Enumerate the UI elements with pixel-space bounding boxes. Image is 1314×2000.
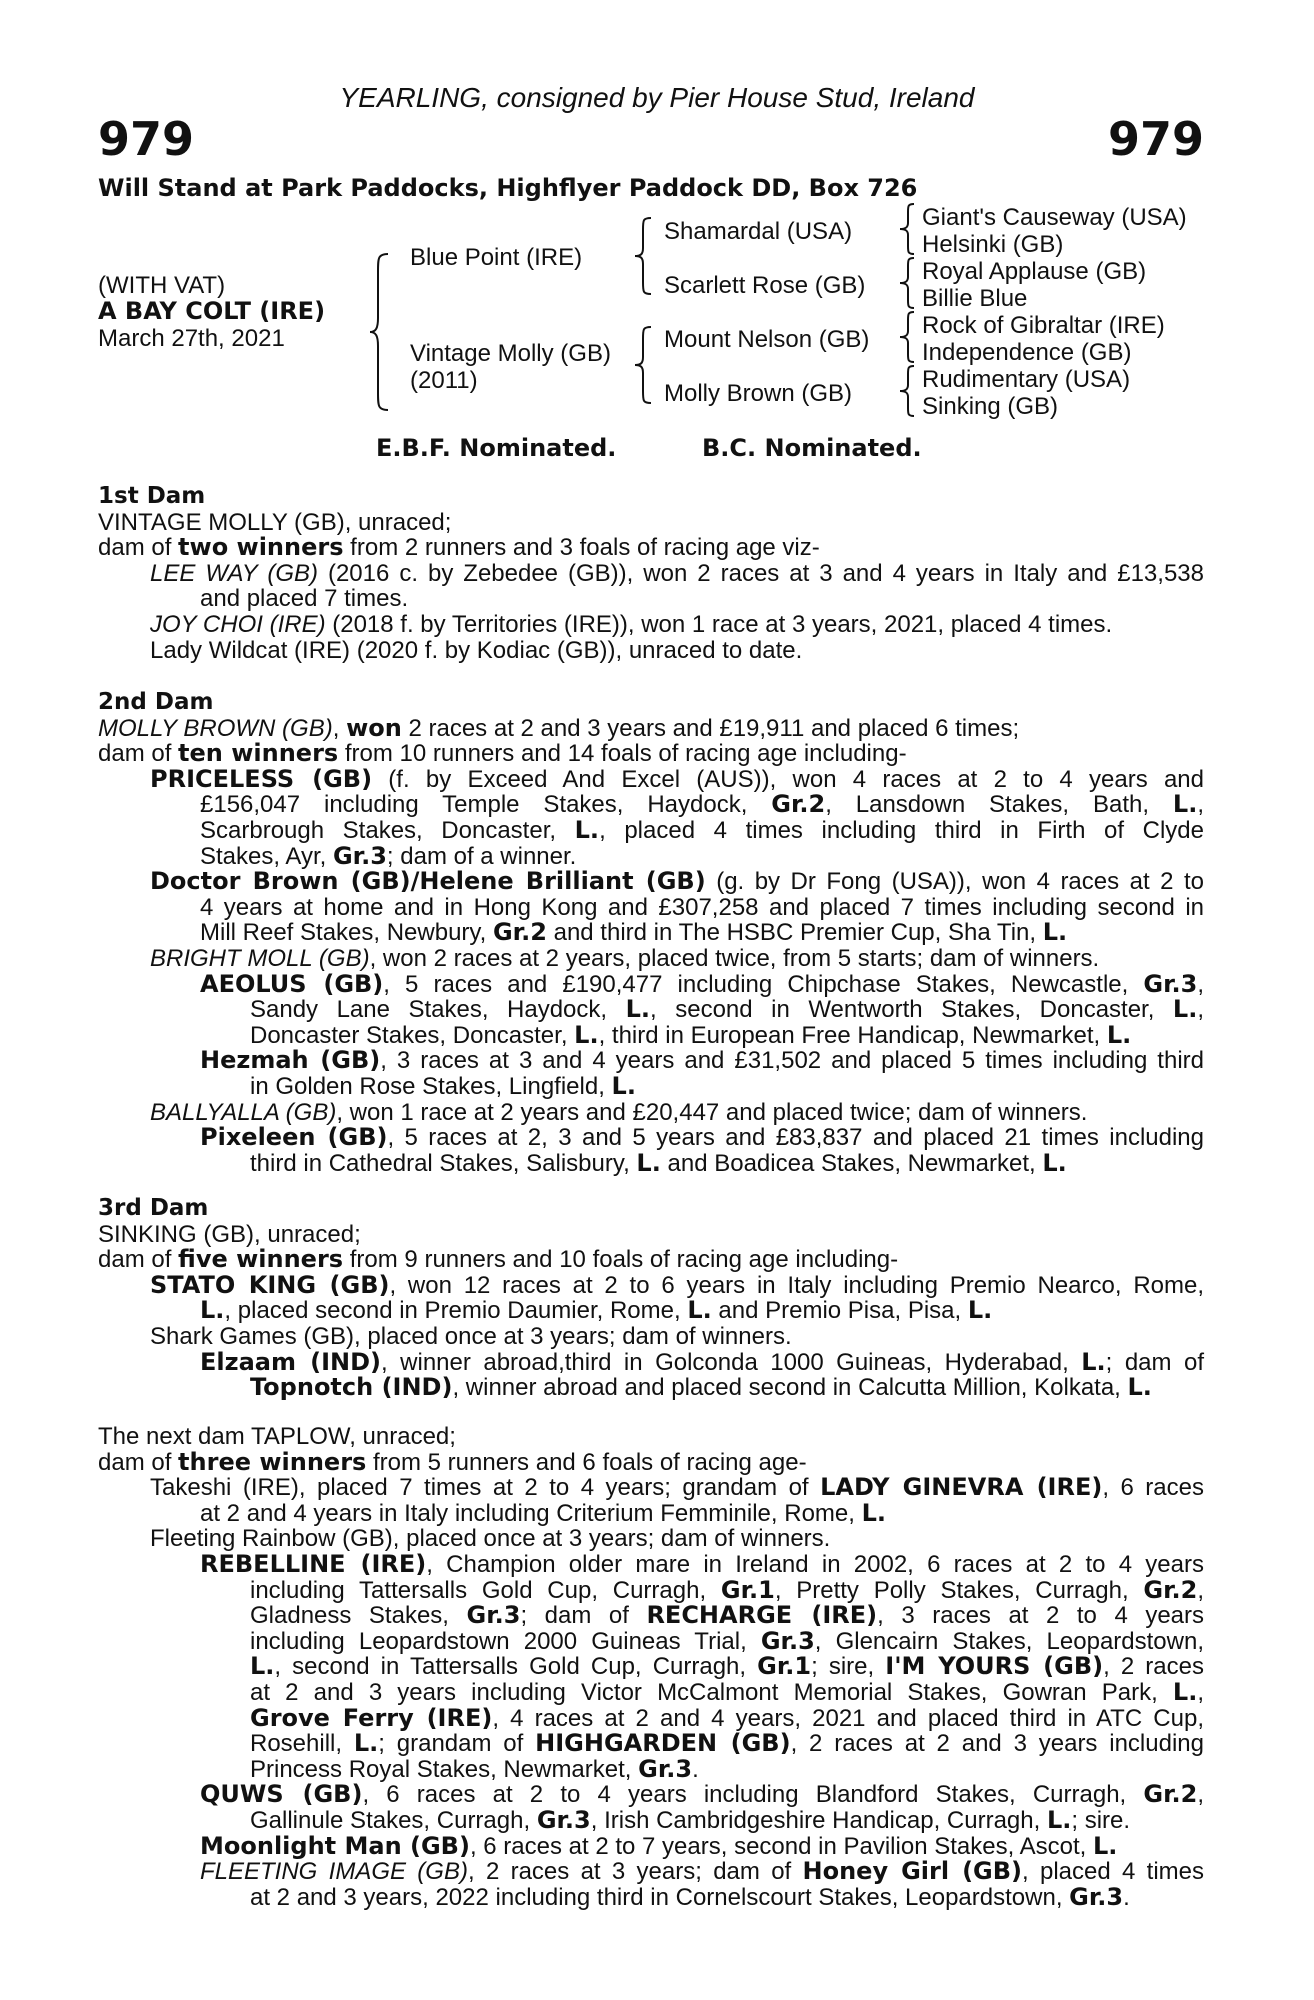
text-run: ,: [1197, 791, 1204, 819]
text-run: , 5 races at 2, 3 and 5 years and £83,837 and placed 21 times including: [387, 1124, 1204, 1152]
text-run: Gr.2: [1143, 1575, 1198, 1604]
text-run: from 5 runners and 6 foals of racing age-: [366, 1448, 807, 1476]
text-run: five winners: [178, 1245, 344, 1274]
pedigree-gen3-4: Billie Blue: [922, 285, 1028, 312]
text-run: MOLLY BROWN (GB): [98, 714, 333, 742]
text-run: , placed second in Premio Daumier, Rome,: [224, 1297, 688, 1325]
second-dam-line: [250, 1071, 1204, 1100]
text-run: ; sire,: [811, 1653, 886, 1681]
text-run: Stakes, Ayr,: [200, 842, 333, 870]
text-run: ; dam of a winner.: [386, 842, 577, 870]
next-dam-line: [200, 1859, 1204, 1885]
text-run: , winner abroad,third in Golconda 1000 Guineas, Hyderabad,: [381, 1348, 1082, 1376]
text-run: LADY GINEVRA (IRE): [820, 1473, 1103, 1502]
text-run: .: [1123, 1883, 1130, 1911]
third-dam-line: [200, 1298, 1204, 1324]
lot-number-left: 979: [98, 112, 195, 166]
pedigree-gen3-6: Independence (GB): [922, 339, 1132, 366]
second-dam-line: [200, 792, 1204, 818]
text-run: , third in European Free Handicap, Newmarket,: [598, 1021, 1107, 1049]
text-run: I'M YOURS (GB): [885, 1652, 1104, 1681]
third-dam-section: [98, 1196, 1204, 1401]
text-run: L.: [1172, 1677, 1198, 1706]
second-dam-line: [200, 920, 1204, 946]
second-dam-line: [200, 841, 1204, 870]
text-run: PRICELESS (GB): [150, 764, 373, 793]
text-run: HIGHGARDEN (GB): [535, 1729, 791, 1758]
text-run: , won 12 races at 2 to 6 years in Italy including Premio Nearco, Rome,: [389, 1271, 1204, 1299]
text-run: Sandy Lane Stakes, Haydock,: [250, 996, 626, 1024]
text-run: dam of: [98, 1448, 179, 1476]
text-run: Gr.1: [720, 1575, 775, 1604]
pedigree-gen3-1: Giant's Causeway (USA): [922, 204, 1187, 231]
text-run: , Irish Cambridgeshire Handicap, Curragh,: [590, 1806, 1047, 1834]
text-run: ten winners: [178, 739, 339, 768]
pedigree-dam-sire: Mount Nelson (GB): [664, 326, 870, 353]
first-dam-line: and placed 7 times.: [200, 585, 409, 613]
text-run: , 6 races: [1102, 1474, 1204, 1502]
text-run: LEE WAY (GB): [150, 559, 318, 587]
text-run: L.: [611, 1071, 636, 1100]
text-run: L.: [636, 1148, 661, 1177]
third-dam-line: [250, 1375, 1204, 1401]
second-dam-line: [200, 1048, 1204, 1074]
next-dam-line: Fleeting Rainbow (GB), placed once at 3 years; dam of winners.: [150, 1525, 831, 1553]
text-run: from 10 runners and 14 foals of racing age including-: [338, 740, 907, 768]
text-run: Gr.3: [536, 1805, 591, 1834]
text-run: L.: [353, 1729, 379, 1758]
text-run: three winners: [178, 1447, 367, 1476]
next-dam-line: [250, 1731, 1204, 1757]
text-run: including Leopardstown 2000 Guineas Trial,: [250, 1627, 761, 1655]
text-run: ; grandam of: [378, 1730, 536, 1758]
pedigree-brace-dam: [635, 325, 655, 405]
text-run: , placed 4 times including third in Firth of Clyde: [599, 816, 1204, 844]
text-run: ; sire.: [1071, 1806, 1131, 1834]
third-dam-line: [98, 1247, 1204, 1273]
first-dam-section: [98, 484, 1204, 663]
text-run: BALLYALLA (GB): [150, 1098, 337, 1126]
pedigree-brace-g1: [900, 202, 916, 256]
first-dam-line: Lady Wildcat (IRE) (2020 f. by Kodiac (GB)), unraced to date.: [150, 636, 803, 664]
text-run: , Glencairn Stakes, Leopardstown,: [814, 1627, 1204, 1655]
pedigree-dam: Vintage Molly (GB): [410, 340, 611, 367]
text-run: from 2 runners and 3 foals of racing age viz-: [343, 534, 820, 562]
next-dam-line: [250, 1805, 1204, 1834]
pedigree-gen3-2: Helsinki (GB): [922, 231, 1064, 258]
next-dam-line: [200, 1831, 1204, 1860]
text-run: Scarbrough Stakes, Doncaster,: [200, 816, 575, 844]
text-run: Rosehill,: [250, 1730, 354, 1758]
ebf-nomination: E.B.F. Nominated.: [376, 434, 617, 462]
text-run: ,: [1197, 1678, 1204, 1706]
pedigree-gen3-3: Royal Applause (GB): [922, 258, 1147, 285]
text-run: QUWS (GB): [200, 1780, 363, 1809]
pedigree-brace-sire: [635, 216, 655, 296]
text-run: L.: [1042, 918, 1068, 947]
text-run: L.: [200, 1296, 225, 1325]
text-run: dam of: [98, 534, 179, 562]
text-run: including Tattersalls Gold Cup, Curragh,: [250, 1576, 721, 1604]
text-run: ,: [332, 714, 347, 742]
text-run: BRIGHT MOLL (GB): [150, 944, 370, 972]
pedigree-gen3-7: Rudimentary (USA): [922, 366, 1131, 393]
text-run: , 5 races and £190,477 including Chipchase Stakes, Newcastle,: [383, 970, 1144, 998]
text-run: , placed 4 times: [1022, 1858, 1204, 1886]
text-run: Gallinule Stakes, Curragh,: [250, 1806, 537, 1834]
text-run: L.: [1042, 1148, 1067, 1177]
text-run: and third in The HSBC Premier Cup, Sha Tin,: [546, 919, 1043, 947]
second-dam-line: [150, 1100, 1204, 1126]
text-run: L.: [687, 1296, 712, 1325]
text-run: L.: [1106, 1020, 1132, 1049]
foaling-date: March 27th, 2021: [98, 325, 285, 352]
text-run: ; dam of: [520, 1602, 647, 1630]
text-run: , winner abroad and placed second in Calcutta Million, Kolkata,: [452, 1374, 1128, 1402]
text-run: from 9 runners and 10 foals of racing age including-: [343, 1246, 899, 1274]
text-run: , won 2 races at 2 years, placed twice, from 5 starts; dam of winners.: [369, 944, 1100, 972]
first-dam-title: 1st Dam: [98, 483, 206, 509]
second-dam-line: [200, 969, 1204, 998]
pedigree-gen3-8: Sinking (GB): [922, 393, 1059, 420]
consignment-header: YEARLING, consigned by Pier House Stud, Ireland: [339, 82, 975, 113]
pedigree-brace-g4: [900, 364, 916, 418]
text-run: , 2 races: [1103, 1653, 1204, 1681]
text-run: Gr.2: [492, 918, 547, 947]
next-dam-line: [200, 1782, 1204, 1808]
text-run: , Lansdown Stakes, Bath,: [825, 791, 1173, 819]
text-run: Doncaster Stakes, Doncaster,: [250, 1021, 575, 1049]
text-run: Gr.3: [638, 1754, 693, 1783]
bc-nomination: B.C. Nominated.: [702, 434, 922, 462]
text-run: £156,047 including Temple Stakes, Haydock,: [200, 791, 772, 819]
first-dam-line: VINTAGE MOLLY (GB), unraced;: [98, 508, 452, 536]
text-run: Gladness Stakes,: [250, 1602, 467, 1630]
text-run: , 2 races at 3 years; dam of: [467, 1858, 803, 1886]
text-run: (2018 f. by Territories (IRE)), won 1 race at 3 years, 2021, placed 4 times.: [325, 610, 1113, 638]
text-run: two winners: [178, 533, 344, 562]
text-run: L.: [967, 1296, 993, 1325]
text-run: ,: [1197, 970, 1204, 998]
text-run: L.: [250, 1652, 275, 1681]
text-run: L.: [574, 1020, 599, 1049]
third-dam-line: [200, 1347, 1204, 1376]
text-run: Takeshi (IRE), placed 7 times at 2 to 4 years; grandam of: [150, 1474, 821, 1502]
text-run: L.: [574, 815, 600, 844]
next-dam-line: [250, 1882, 1204, 1911]
text-run: Gr.3: [466, 1601, 521, 1630]
text-run: Topnotch (IND): [250, 1373, 453, 1402]
third-dam-line: [150, 1270, 1204, 1299]
text-run: ; dam of: [1105, 1348, 1204, 1376]
text-run: Hezmah (GB): [200, 1046, 381, 1075]
pedigree-sire-sire: Shamardal (USA): [664, 218, 853, 245]
text-run: Gr.2: [771, 790, 826, 819]
text-run: L.: [1172, 790, 1198, 819]
text-run: , Champion older mare in Ireland in 2002, 6 races at 2 to 4 years: [426, 1550, 1204, 1578]
text-run: ,: [1197, 1576, 1205, 1604]
next-dam-line: [200, 1549, 1204, 1578]
next-dam-line: [150, 1475, 1204, 1501]
text-run: Grove Ferry (IRE): [250, 1703, 493, 1732]
second-dam-line: 4 years at home and in Hong Kong and £307,258 and placed 7 times including second in: [200, 893, 1204, 921]
text-run: Princess Royal Stakes, Newmarket,: [250, 1755, 639, 1783]
text-run: in Golden Rose Stakes, Lingfield,: [250, 1072, 612, 1100]
text-run: , 2 races at 2 and 3 years including: [790, 1730, 1204, 1758]
next-dam-line: [200, 1498, 1204, 1527]
text-run: Honey Girl (GB): [802, 1857, 1022, 1886]
text-run: Moonlight Man (GB): [200, 1831, 470, 1860]
text-run: , second in Tattersalls Gold Cup, Curragh,: [274, 1653, 758, 1681]
text-run: at 2 and 3 years, 2022 including third in Cornelscourt Stakes, Leopardstown,: [250, 1883, 1070, 1911]
lot-number-right: 979: [1107, 112, 1204, 166]
pedigree-sire-dam: Scarlett Rose (GB): [664, 272, 866, 299]
pedigree-dam-dam: Molly Brown (GB): [664, 380, 853, 407]
text-run: AEOLUS (GB): [200, 969, 384, 998]
vat-note: (WITH VAT): [98, 272, 226, 299]
text-run: (g. by Dr Fong (USA)), won 4 races at 2 to: [705, 868, 1204, 896]
text-run: Gr.3: [1069, 1882, 1124, 1911]
pedigree-gen3-5: Rock of Gibraltar (IRE): [922, 312, 1165, 339]
second-dam-line: [250, 1020, 1204, 1049]
text-run: Elzaam (IND): [200, 1347, 382, 1376]
next-dam-line: [250, 1603, 1204, 1629]
pedigree-brace-g3: [900, 310, 916, 364]
text-run: , 6 races at 2 to 7 years, second in Pavilion Stakes, Ascot,: [469, 1832, 1093, 1860]
stand-location: Will Stand at Park Paddocks, Highflyer Paddock DD, Box 726: [98, 174, 918, 202]
text-run: , 3 races at 3 and 4 years and £31,502 and placed 5 times including third: [380, 1047, 1204, 1075]
text-run: , 3 races at 2 to 4 years: [877, 1602, 1205, 1630]
text-run: Pixeleen (GB): [200, 1123, 388, 1152]
text-run: Gr.3: [1143, 969, 1198, 998]
text-run: at 2 and 4 years in Italy including Criterium Femminile, Rome,: [200, 1499, 862, 1527]
pedigree-dam-year: (2011): [410, 367, 478, 394]
text-run: third in Cathedral Stakes, Salisbury,: [250, 1149, 637, 1177]
next-dam-line: [250, 1626, 1204, 1655]
first-dam-line: [150, 561, 1204, 587]
third-dam-title: 3rd Dam: [98, 1195, 209, 1221]
next-dam-line: [250, 1654, 1204, 1680]
next-dam-section: [98, 1424, 1204, 1910]
second-dam-line: [98, 713, 1204, 742]
second-dam-section: [98, 690, 1204, 1176]
second-dam-title: 2nd Dam: [98, 689, 214, 715]
text-run: L.: [1046, 1805, 1072, 1834]
text-run: FLEETING IMAGE (GB): [200, 1858, 468, 1886]
second-dam-line: [150, 869, 1204, 895]
pedigree-brace-g2: [900, 256, 916, 310]
text-run: , 4 races at 2 and 4 years, 2021 and placed third in ATC Cup,: [492, 1704, 1204, 1732]
second-dam-line: [200, 815, 1204, 844]
text-run: won: [346, 713, 402, 742]
second-dam-line: [98, 741, 1204, 767]
text-run: .: [692, 1755, 699, 1783]
next-dam-line: [250, 1575, 1205, 1604]
text-run: Mill Reef Stakes, Newbury,: [200, 919, 493, 947]
text-run: L.: [1172, 995, 1198, 1024]
text-run: , second in Wentworth Stakes, Doncaster,: [650, 996, 1173, 1024]
text-run: dam of: [98, 1246, 179, 1274]
text-run: at 2 and 3 years including Victor McCalmont Memorial Stakes, Gowran Park,: [250, 1678, 1173, 1706]
text-run: (f. by Exceed And Excel (AUS)), won 4 races at 2 to 4 years and: [372, 765, 1204, 793]
text-run: ,: [1197, 996, 1205, 1024]
text-run: Gr.3: [760, 1626, 815, 1655]
text-run: L.: [1127, 1373, 1152, 1402]
horse-name: A BAY COLT (IRE): [98, 297, 326, 325]
second-dam-line: [200, 1125, 1204, 1151]
text-run: and Boadicea Stakes, Newmarket,: [660, 1149, 1043, 1177]
next-dam-line: [250, 1703, 1204, 1732]
first-dam-line: [150, 612, 1204, 638]
next-dam-line: [250, 1754, 1204, 1783]
text-run: RECHARGE (IRE): [646, 1601, 878, 1630]
text-run: (2016 c. by Zebedee (GB)), won 2 races at 3 and 4 years in Italy and £13,538: [318, 559, 1204, 587]
next-dam-line: [98, 1447, 1204, 1476]
text-run: , won 1 race at 2 years and £20,447 and placed twice; dam of winners.: [336, 1098, 1088, 1126]
text-run: 2 races at 2 and 3 years and £19,911 and placed 6 times;: [401, 714, 1020, 742]
text-run: and Premio Pisa, Pisa,: [711, 1297, 968, 1325]
text-run: JOY CHOI (IRE): [150, 610, 326, 638]
next-dam-line: [250, 1677, 1204, 1706]
text-run: L.: [1081, 1347, 1106, 1376]
second-dam-line: [150, 764, 1204, 793]
text-run: ,: [1197, 1781, 1204, 1809]
third-dam-line: SINKING (GB), unraced;: [98, 1220, 361, 1248]
text-run: Gr.3: [332, 841, 387, 870]
text-run: REBELLINE (IRE): [200, 1549, 427, 1578]
text-run: dam of: [98, 740, 179, 768]
text-run: Gr.2: [1143, 1780, 1198, 1809]
text-run: L.: [861, 1498, 887, 1527]
next-dam-line: The next dam TAPLOW, unraced;: [98, 1423, 456, 1450]
text-run: Doctor Brown (GB)/Helene Brilliant (GB): [150, 867, 706, 896]
third-dam-line: Shark Games (GB), placed once at 3 years; dam of winners.: [150, 1322, 792, 1350]
second-dam-line: [250, 997, 1204, 1023]
pedigree-sire: Blue Point (IRE): [410, 244, 583, 271]
text-run: STATO KING (GB): [150, 1270, 390, 1299]
second-dam-line: [250, 1148, 1204, 1177]
text-run: Gr.1: [757, 1652, 812, 1681]
text-run: L.: [1092, 1831, 1118, 1860]
pedigree-brace-main: [370, 252, 394, 412]
first-dam-line: [98, 535, 1204, 561]
text-run: L.: [625, 995, 651, 1024]
text-run: , Pretty Polly Stakes, Curragh,: [774, 1576, 1144, 1604]
second-dam-line: [150, 946, 1204, 972]
text-run: , 6 races at 2 to 4 years including Blandford Stakes, Curragh,: [362, 1781, 1144, 1809]
